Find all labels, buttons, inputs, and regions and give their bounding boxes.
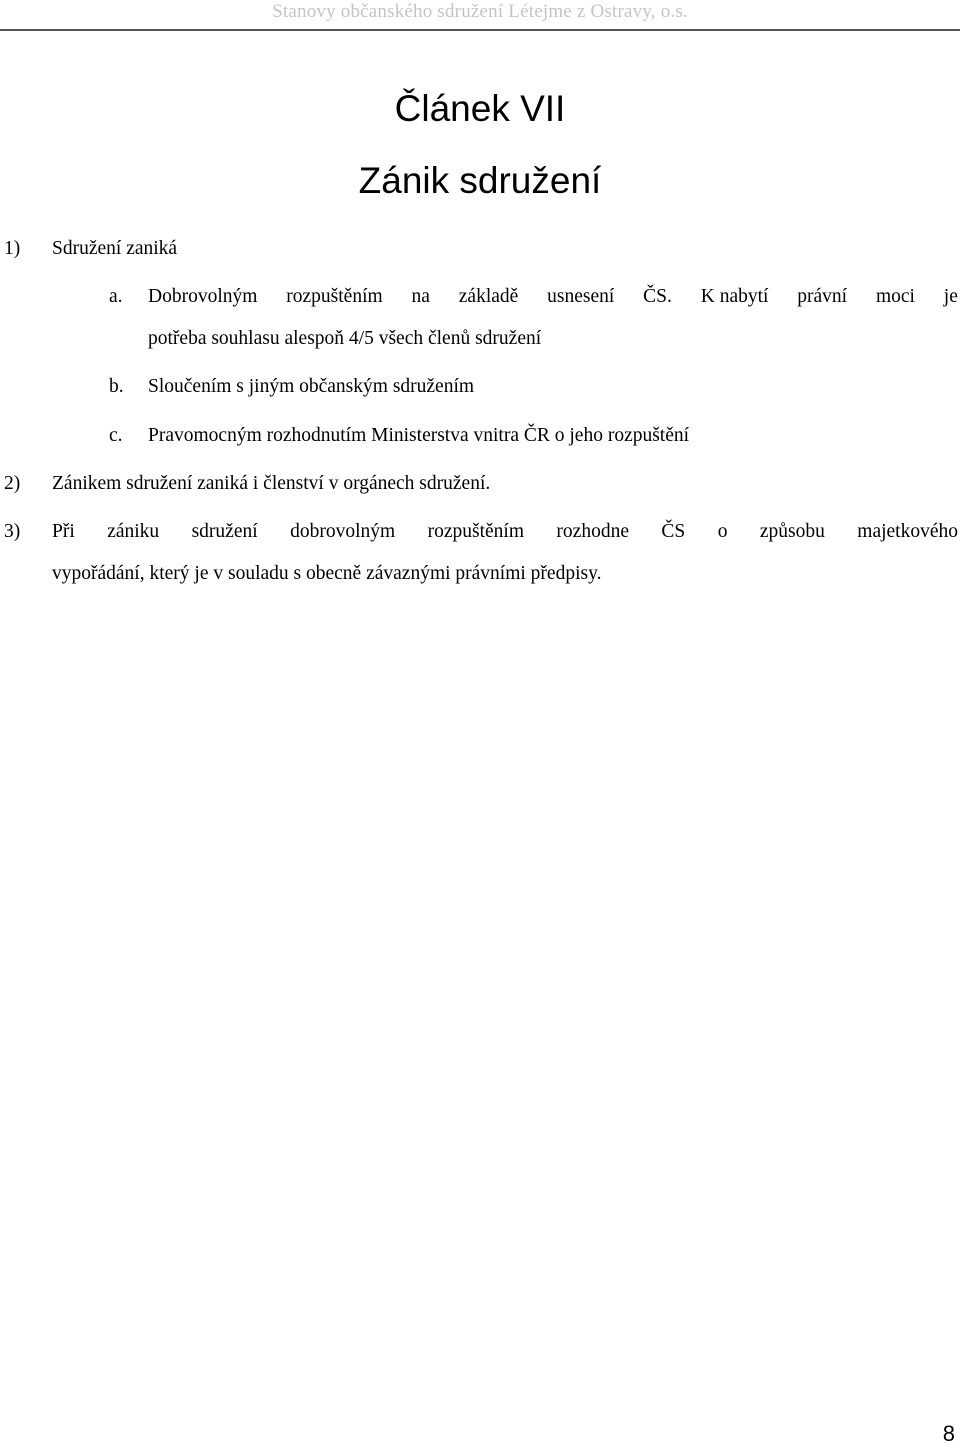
word: rozpuštěním xyxy=(427,521,524,542)
page-number: 8 xyxy=(942,1421,955,1446)
word: usnesení xyxy=(547,286,615,307)
item-text: Zánikem sdružení zaniká i členství v orgánech sdružení. xyxy=(52,473,491,494)
word: ČS. xyxy=(643,286,672,307)
word: moci xyxy=(875,286,915,307)
item-number: 2) xyxy=(4,473,21,494)
running-header: Stanovy občanského sdružení Létejme z Ostravy, o.s. xyxy=(272,1,688,22)
sub-item-marker: a. xyxy=(109,286,123,307)
word: je xyxy=(943,286,958,307)
word: ČS xyxy=(661,521,686,542)
word: Při xyxy=(52,521,75,542)
item-number: 1) xyxy=(4,238,21,259)
word: Dobrovolným xyxy=(148,286,258,307)
sub-item-marker: c. xyxy=(109,425,123,446)
word: majetkového xyxy=(857,521,958,542)
word: právní xyxy=(797,286,848,307)
article-number: Článek VII xyxy=(394,88,566,129)
article-title: Zánik sdružení xyxy=(358,160,602,201)
justified-line xyxy=(148,285,958,309)
word: zániku xyxy=(107,521,160,542)
justified-line xyxy=(52,520,958,544)
word: sdružení xyxy=(191,521,258,542)
sub-item-text: Sloučením s jiným občanským sdružením xyxy=(148,376,475,397)
word: rozhodne xyxy=(556,521,629,542)
word: způsobu xyxy=(759,521,825,542)
word: rozpuštěním xyxy=(286,286,383,307)
word: K nabytí xyxy=(700,286,769,307)
header-divider xyxy=(0,29,960,31)
word: základě xyxy=(458,286,519,307)
word: o xyxy=(717,521,728,542)
item-number: 3) xyxy=(4,521,21,542)
sub-item-text: Pravomocným rozhodnutím Ministerstva vnitra ČR o jeho rozpuštění xyxy=(148,425,690,446)
sub-item-marker: b. xyxy=(109,376,124,397)
sub-item-continuation: potřeba souhlasu alespoň 4/5 všech členů sdružení xyxy=(148,328,542,349)
word: dobrovolným xyxy=(290,521,396,542)
item-continuation: vypořádání, který je v souladu s obecně závaznými právními předpisy. xyxy=(52,563,602,584)
item-text: Sdružení zaniká xyxy=(52,238,178,259)
word: na xyxy=(411,286,430,307)
